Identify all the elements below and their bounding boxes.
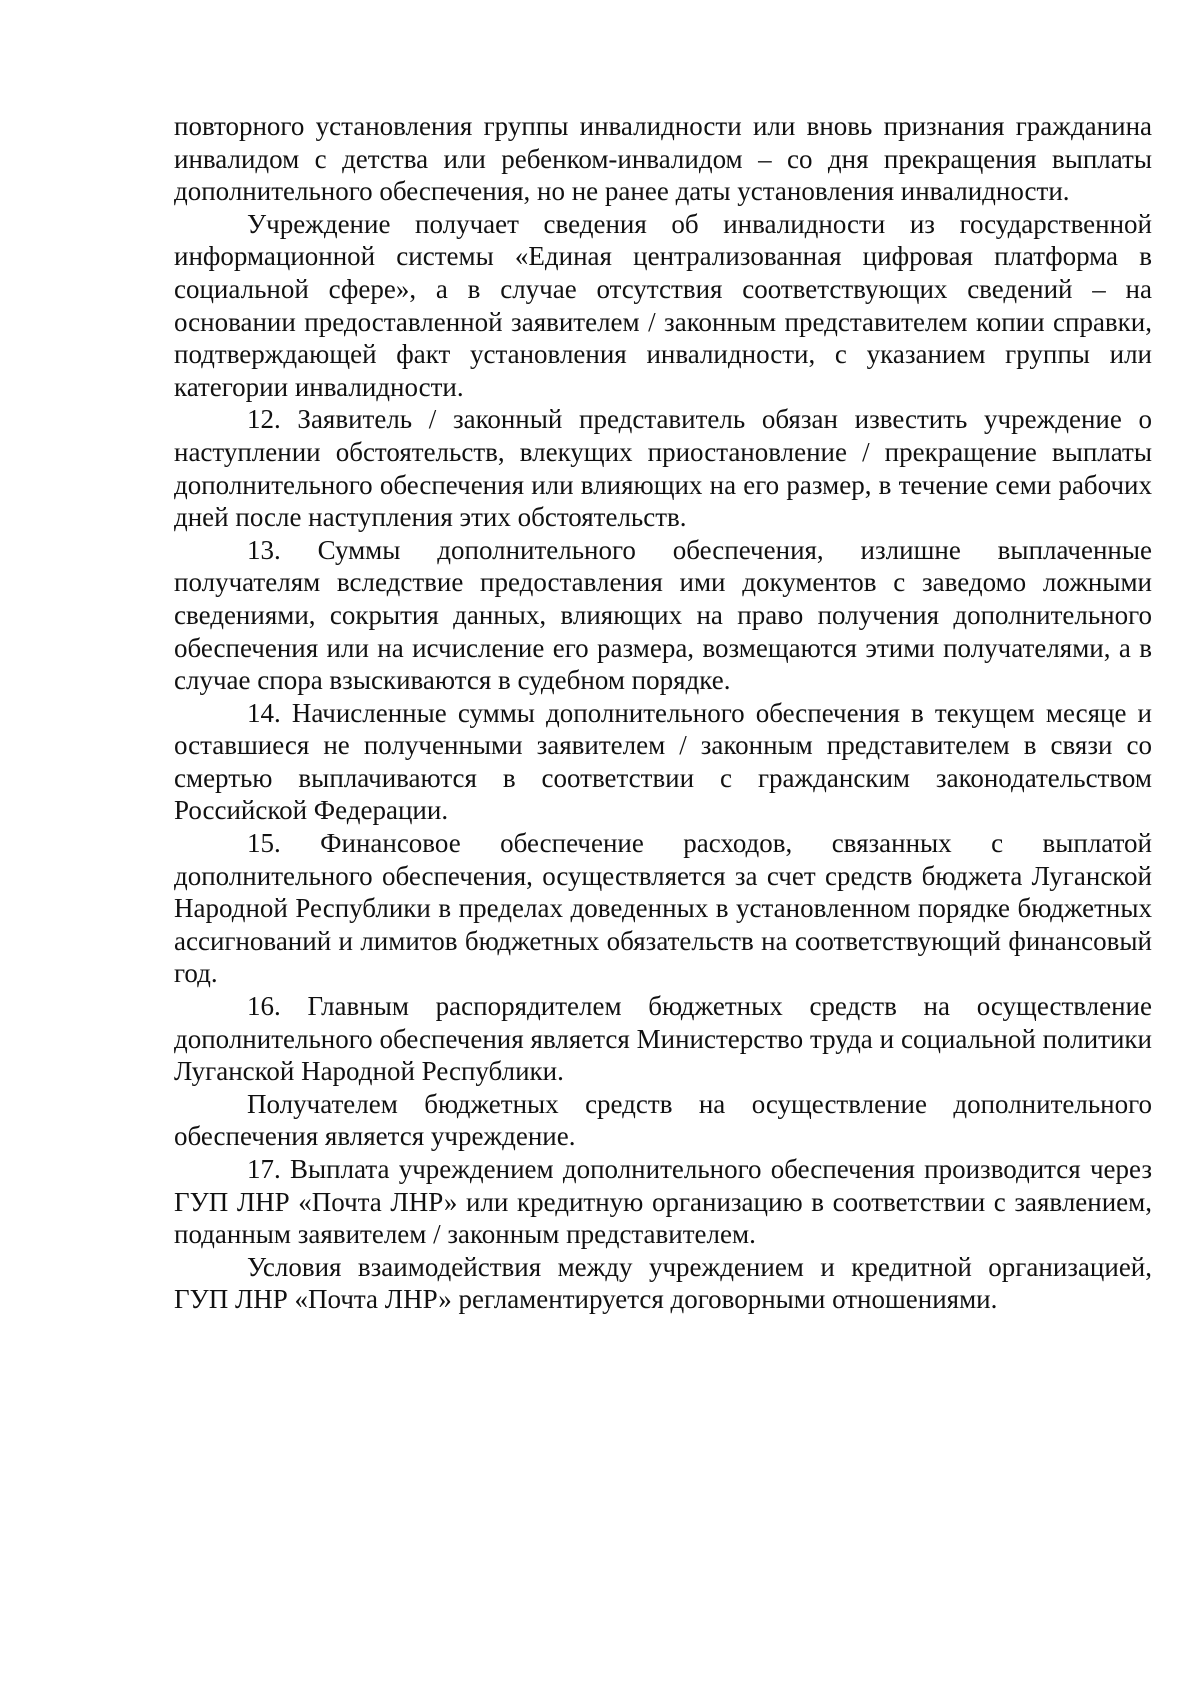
paragraph-interaction-conditions: Условия взаимодействия между учреждением и кредитной организацией, ГУП ЛНР «Почта ЛНР» регламентируется договорными отношениями. xyxy=(174,1251,1152,1315)
paragraph-item-13: 13. Суммы дополнительного обеспечения, излишне выплаченные получателям вследствие предоставления ими документов с заведомо ложными сведениями, сокрытия данных, влияющих на право получения дополнительного обеспечения или на исчисление его размера, возмещаются этими получателями, а в случае спора взыскиваются в судебном порядке. xyxy=(174,534,1152,696)
paragraph-item-14: 14. Начисленные суммы дополнительного обеспечения в текущем месяце и оставшиеся не полученными заявителем / законным представителем в связи со смертью выплачиваются в соответствии с гражданским законодательством Российской Федерации. xyxy=(174,697,1152,826)
paragraph-item-12: 12. Заявитель / законный представитель обязан известить учреждение о наступлении обстоятельств, влекущих приостановление / прекращение выплаты дополнительного обеспечения или влияющих на его размер, в течение семи рабочих дней после наступления этих обстоятельств. xyxy=(174,404,1152,533)
paragraph-disability-info: Учреждение получает сведения об инвалидности из государственной информационной системы «Единая централизованная цифровая платформа в социальной сфере», а в случае отсутствия соответствующих сведений – на основании предоставленной заявителем / законным представителем копии справки, подтверждающей факт установления инвалидности, с указанием группы или категории инвалидности. xyxy=(174,208,1152,402)
paragraph-continuation: повторного установления группы инвалидности или вновь признания гражданина инвалидом с детства или ребенком-инвалидом – со дня прекращения выплаты дополнительного обеспечения, но не ранее даты установления инвалидности. xyxy=(174,111,1152,207)
paragraph-budget-recipient: Получателем бюджетных средств на осуществление дополнительного обеспечения является учреждение. xyxy=(174,1088,1152,1152)
paragraph-item-16: 16. Главным распорядителем бюджетных средств на осуществление дополнительного обеспечения является Министерство труда и социальной политики Луганской Народной Республики. xyxy=(174,991,1152,1087)
paragraph-item-17: 17. Выплата учреждением дополнительного обеспечения производится через ГУП ЛНР «Почта ЛНР» или кредитную организацию в соответствии с заявлением, поданным заявителем / законным представителем. xyxy=(174,1154,1152,1250)
document-page xyxy=(174,110,1152,1316)
paragraph-item-15: 15. Финансовое обеспечение расходов, связанных с выплатой дополнительного обеспечения, осуществляется за счет средств бюджета Луганской Народной Республики в пределах доведенных в установленном порядке бюджетных ассигнований и лимитов бюджетных обязательств на соответствующий финансовый год. xyxy=(174,828,1152,989)
